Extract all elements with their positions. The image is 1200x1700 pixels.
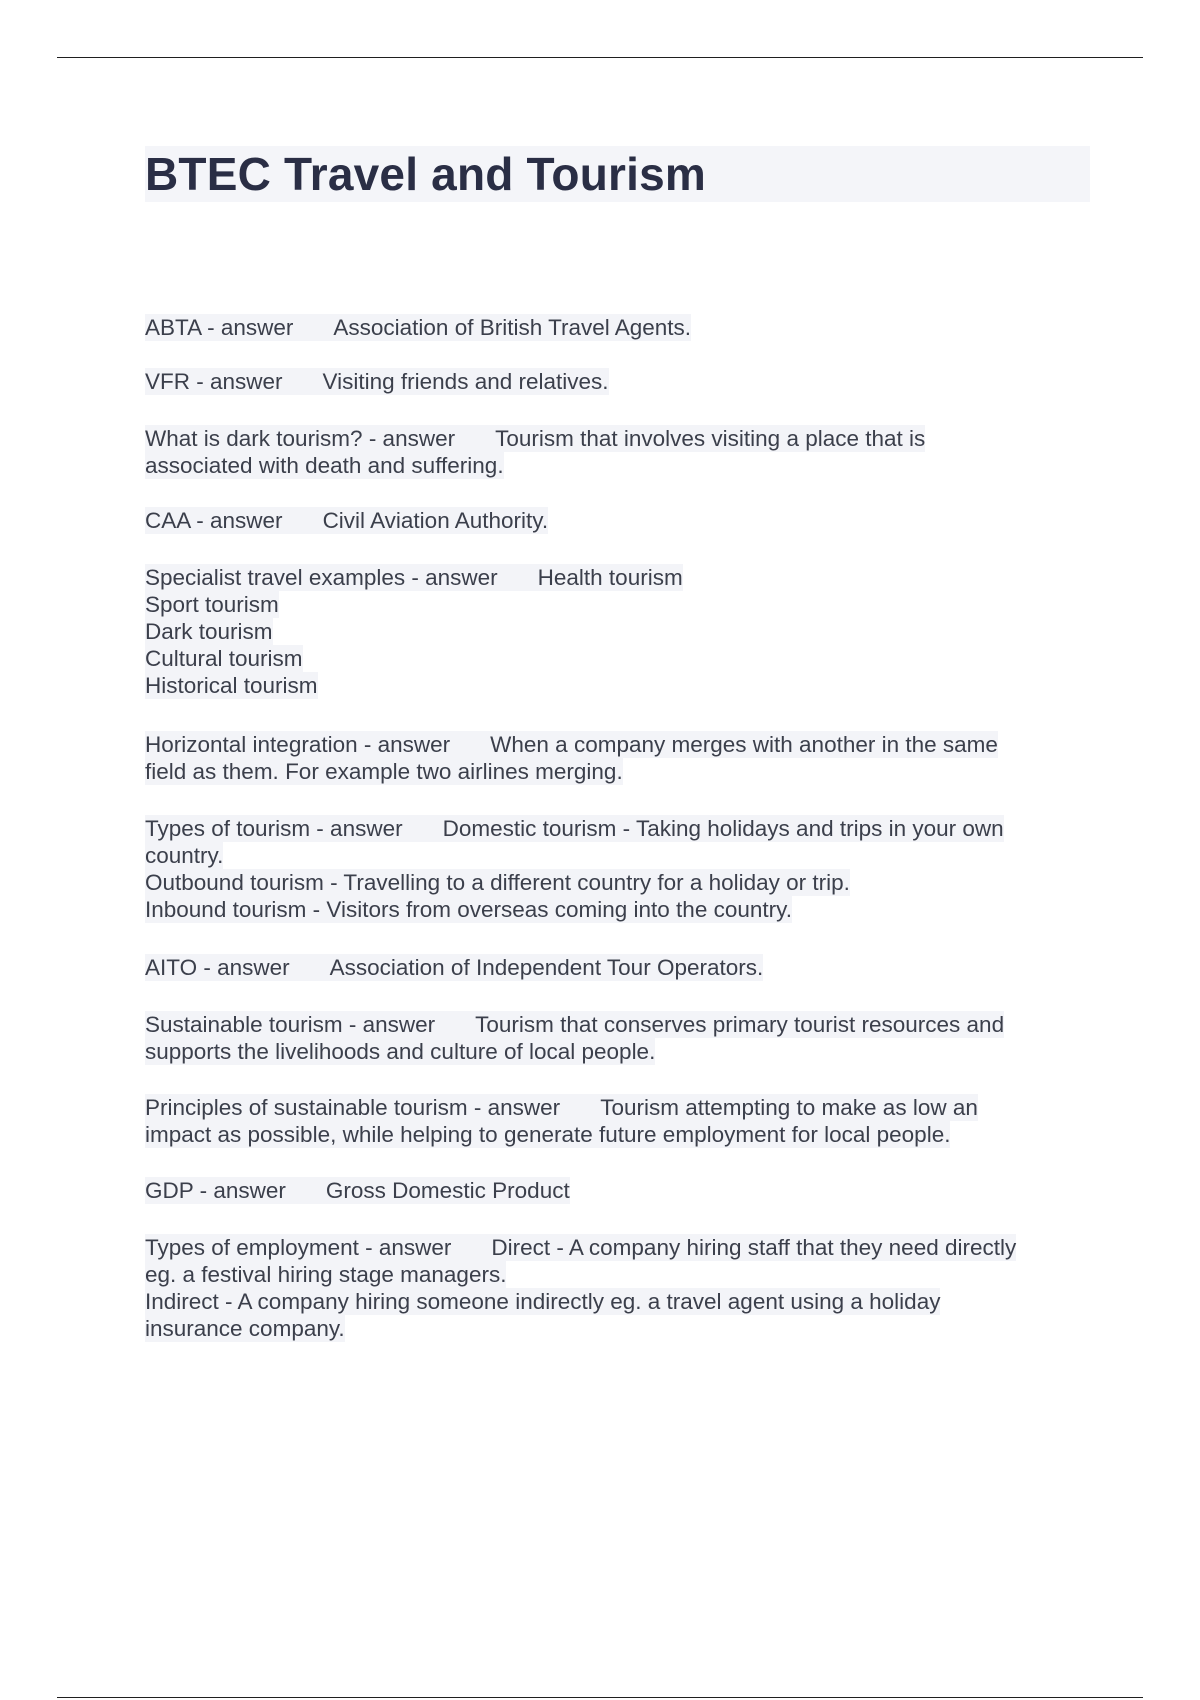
entry-answer-line: Historical tourism [145,673,318,698]
entry-answer-line: When a company merges with another in the same [490,732,998,757]
flashcard-entry [145,425,1090,479]
entry-answer-line: Direct - A company hiring staff that they need directly [491,1235,1017,1260]
entry-answer-line: supports the livelihoods and culture of local people. [145,1039,656,1064]
entry-answer-line: country. [145,843,224,868]
entry-term: Sustainable tourism - answer [145,1012,436,1037]
page-title: BTEC Travel and Tourism [145,148,706,200]
entry-term: Specialist travel examples - answer [145,565,498,590]
entry-term: CAA - answer [145,508,283,533]
entry-answer-line: Gross Domestic Product [325,1178,570,1203]
flashcard-entry [145,368,1090,395]
entry-term: What is dark tourism? - answer [145,426,456,451]
entry-term: Principles of sustainable tourism - answer [145,1095,561,1120]
entry-term: GDP - answer [145,1178,286,1203]
flashcard-entry [145,507,1090,534]
entry-answer-line: Association of British Travel Agents. [333,315,692,340]
flashcard-entry [145,314,1090,341]
flashcard-entry [145,564,1090,699]
entry-term: Types of employment - answer [145,1235,452,1260]
entry-answer-line: Cultural tourism [145,646,303,671]
entry-answer-line: Visiting friends and relatives. [322,369,609,394]
entry-answer-line: field as them. For example two airlines merging. [145,759,623,784]
entry-answer-line: impact as possible, while helping to generate future employment for local people. [145,1122,951,1147]
flashcard-entry [145,1094,1090,1148]
top-rule [57,57,1143,58]
flashcard-entry [145,1177,1090,1204]
entry-term: ABTA - answer [145,315,294,340]
entry-answer-line: Domestic tourism - Taking holidays and trips in your own [442,816,1004,841]
entry-answer-line: Tourism that conserves primary tourist resources and [475,1012,1005,1037]
flashcard-entry [145,1011,1090,1065]
entry-answer-line: Civil Aviation Authority. [322,508,549,533]
entry-answer-line: Inbound tourism - Visitors from overseas coming into the country. [145,897,792,922]
entry-term: Horizontal integration - answer [145,732,451,757]
entry-term: AITO - answer [145,955,290,980]
entry-answer-line: Tourism that involves visiting a place that is [495,426,926,451]
entry-answer-line: Tourism attempting to make as low an [600,1095,978,1120]
entry-answer-line: Dark tourism [145,619,273,644]
flashcard-entry [145,1234,1090,1342]
entry-answer-line: eg. a festival hiring stage managers. [145,1262,507,1287]
bottom-rule [57,1697,1143,1698]
entry-answer-line: Outbound tourism - Travelling to a different country for a holiday or trip. [145,870,850,895]
entry-term: VFR - answer [145,369,283,394]
entry-answer-line: Sport tourism [145,592,279,617]
flashcard-entry [145,954,1090,981]
flashcard-entry [145,731,1090,785]
title-block [145,146,1090,202]
entry-answer-line: Association of Independent Tour Operators. [329,955,764,980]
entry-term: Types of tourism - answer [145,816,403,841]
entry-answer-line: Indirect - A company hiring someone indirectly eg. a travel agent using a holiday [145,1289,941,1314]
entry-answer-line: Health tourism [537,565,683,590]
entry-answer-line: insurance company. [145,1316,345,1341]
flashcard-entry [145,815,1090,923]
entry-answer-line: associated with death and suffering. [145,453,504,478]
